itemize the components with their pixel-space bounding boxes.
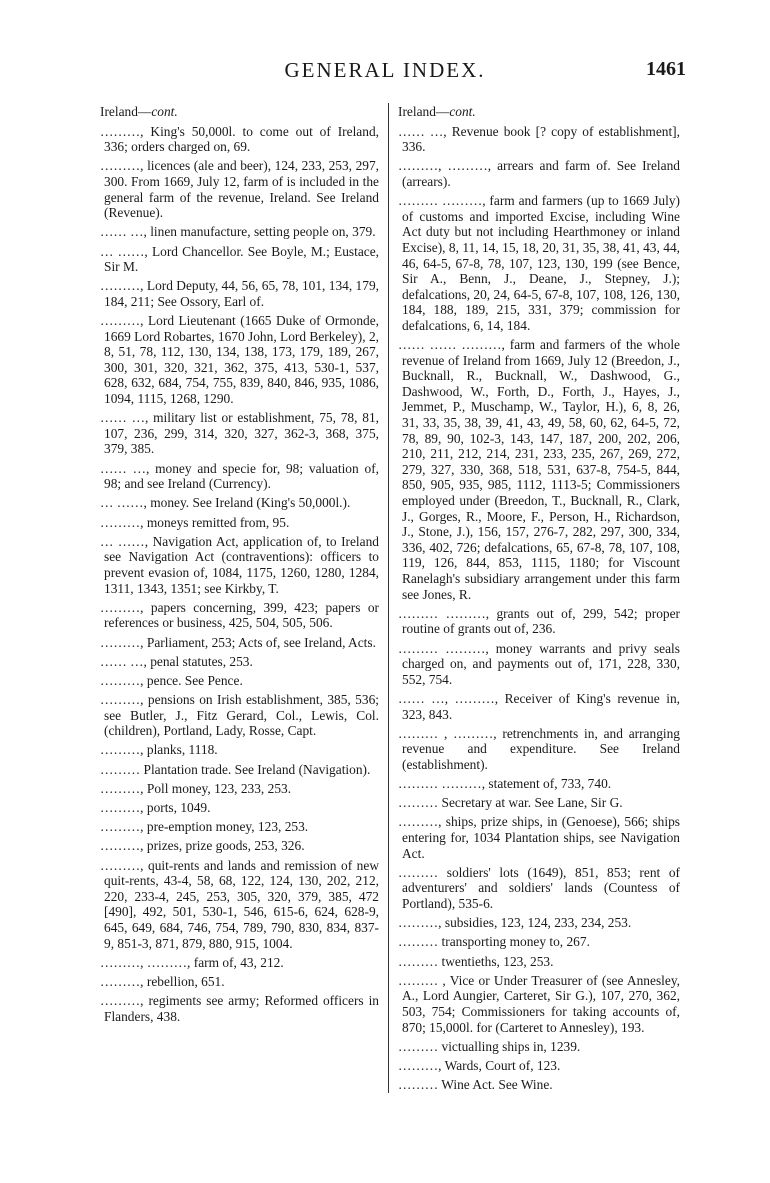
index-entry: ………, King's 50,000l. to come out of Ireland, 336; orders charged on, 69. <box>100 123 379 155</box>
index-entry: … ……, Navigation Act, application of, to Ireland see Navigation Act (contraventions): officers to prevent evasion of, 1084, 1175, 1260, 1280, 1284, 1311, 1343, 1351; see Kirkby, T. <box>100 533 379 596</box>
heading-cont: cont. <box>151 104 178 119</box>
index-entry: ………, Poll money, 123, 233, 253. <box>100 780 292 796</box>
index-entry: ……… , Vice or Under Treasurer of (see Annesley, A., Lord Aungier, Carteret, Sir G.), 107, 270, 362, 503, 754; Commissioners for taking accounts of, 870; 15,000l. for (Carteret to Annesley), 193. <box>398 972 680 1035</box>
index-entry: ………, ………, arrears and farm of. See Ireland (arrears). <box>398 158 680 189</box>
index-entry: ………, ………, farm of, 43, 212. <box>100 954 284 970</box>
index-entry: ………, licences (ale and beer), 124, 233, 253, 297, 300. From 1669, July 12, farm of is included in the general farm of the revenue, Ireland. See Ireland (Revenue). <box>100 158 379 221</box>
heading-cont: cont. <box>449 104 476 119</box>
index-entry: ………, moneys remitted from, 95. <box>100 514 290 530</box>
index-entry: ………, ships, prize ships, in (Genoese), 566; ships entering for, 1034 Plantation ships, see Navigation Act. <box>398 814 680 861</box>
heading-main: Ireland— <box>100 104 152 119</box>
index-entry: ……… ………, statement of, 733, 740. <box>398 776 612 792</box>
index-entry: ………, Lord Lieutenant (1665 Duke of Ormonde, 1669 Lord Robartes, 1670 John, Lord Berkeley), 2, 8, 51, 78, 112, 130, 134, 138, 173, 179, 189, 267, 300, 301, 320, 321, 362, 375, 413, 530-1, 537, 628, 632, 684, 754, 755, 839, 840, 846, 935, 1086, 1094, 1115, 1268, 1290. <box>100 313 379 407</box>
index-entry: ………, regiments see army; Reformed officers in Flanders, 438. <box>100 993 379 1024</box>
index-entry: ……… , ………, retrenchments in, and arranging revenue and expenditure. See Ireland (establishment). <box>398 725 680 772</box>
index-entry: ………, Wards, Court of, 123. <box>398 1057 561 1073</box>
page-title: GENERAL INDEX. <box>284 58 486 82</box>
index-entry: ………, prizes, prize goods, 253, 326. <box>100 838 305 854</box>
index-entry: ……… Plantation trade. See Ireland (Navigation). <box>100 761 371 777</box>
index-entry: ………, planks, 1118. <box>100 742 218 758</box>
index-entry: …… …, Revenue book [? copy of establishment], 336. <box>398 123 680 155</box>
index-entry: ……… Secretary at war. See Lane, Sir G. <box>398 795 623 811</box>
index-entry: ……… victualling ships in, 1239. <box>398 1038 581 1054</box>
index-entry: …… …, ………, Receiver of King's revenue in, 323, 843. <box>398 690 680 722</box>
column-divider <box>388 103 389 1093</box>
heading-main: Ireland— <box>398 104 450 119</box>
index-entry: …… …, linen manufacture, setting people on, 379. <box>100 224 376 240</box>
index-entry: ………, pensions on Irish establishment, 385, 536; see Butler, J., Fitz Gerard, Col., Lewis, Col. (children), Portland, Lady, Rosse, Capt. <box>100 692 379 739</box>
index-entry: ………, Parliament, 253; Acts of, see Ireland, Acts. <box>100 634 376 650</box>
index-entry: ……… soldiers' lots (1649), 851, 853; rent of adventurers' and soldiers' lands (Countess of Portland), 535-6. <box>398 864 680 912</box>
index-entry: … ……, money. See Ireland (King's 50,000l.). <box>100 495 351 511</box>
index-entry: ……… ………, money warrants and privy seals charged on, and payments out of, 171, 228, 330, 552, 754. <box>398 640 680 687</box>
index-entry: ……… Wine Act. See Wine. <box>398 1077 553 1093</box>
index-entry: ………, pre-emption money, 123, 253. <box>100 819 309 835</box>
index-entry: ……… transporting money to, 267. <box>398 934 590 950</box>
index-entry: ………, pence. See Pence. <box>100 672 243 688</box>
index-entry: …… …… ………, farm and farmers of the whole revenue of Ireland from 1669, July 12 (Breedon, J., Bucknall, R., Bucknall, W., Dashwood, G., Dashwood, W., Forth, D., Forth, J., Hayes, J., Jemmet, P., Muschamp, W., Taylor, H.), 6, 8, 26, 31, 33, 35, 38, 39, 41, 43, 49, 58, 60, 62, 64-5, 72, 78, 89, 90, 102-3, 143, 147, 187, 200, 202, 206, 210, 211, 212, 214, 231, 233, 235, 267, 269, 272, 279, 327, 330, 368, 518, 531, 637-8, 754-5, 844, 850, 905, 935, 985, 1112, 1113-5; Commissioners employed under (Breedon, T., Bucknall, R., Clark, J., Gorges, R., Moore, F., Person, H., Richardson, J., Stone, J.), 156, 157, 276-7, 282, 297, 300, 334, 336, 402, 726; defalcations, 65, 67-8, 78, 107, 108, 119, 126, 844, 853, 1115, 1180; for Viscount Ranelagh's subsidiary arrangement under this farm see Jones, R. <box>398 337 680 602</box>
index-entry: ……… ………, grants out of, 299, 542; proper routine of grants out of, 236. <box>398 605 680 637</box>
index-entry: …… …, money and specie for, 98; valuation of, 98; and see Ireland (Currency). <box>100 460 379 492</box>
left-column <box>100 104 379 1028</box>
page-header <box>0 58 770 88</box>
index-entry: ………, Lord Deputy, 44, 56, 65, 78, 101, 134, 179, 184, 211; See Ossory, Earl of. <box>100 278 379 309</box>
index-entry: ………, rebellion, 651. <box>100 973 225 989</box>
index-entry: ………, ports, 1049. <box>100 800 211 816</box>
index-entry: ……… ………, farm and farmers (up to 1669 July) of customs and imported Excise, including Wine Act duty but not including Hearthmoney or inland Excise), 8, 11, 14, 15, 18, 20, 31, 35, 38, 41, 43, 44, 46, 64-5, 67-8, 78, 107, 123, 130, 199 (see Bence, Sir A., Benn, J., Deane, J., Stepney, J.); defalcations, 20, 24, 64-5, 67-8, 107, 108, 126, 130, 184, 188, 189, 215, 331, 379; commission for defalcations, 6, 14, 184. <box>398 193 680 333</box>
index-entry: …… …, penal statutes, 253. <box>100 653 253 669</box>
right-column <box>398 104 680 1096</box>
index-entry: ………, papers concerning, 399, 423; papers or references or business, 425, 504, 505, 506. <box>100 599 379 631</box>
column-heading <box>100 104 379 120</box>
page-number: 1461 <box>646 58 686 80</box>
index-entry: ………, subsidies, 123, 124, 233, 234, 253. <box>398 915 632 931</box>
index-entry: ………, quit-rents and lands and remission of new quit-rents, 43-4, 58, 68, 122, 124, 130, 202, 212, 220, 233-4, 245, 253, 305, 320, 379, 385, 472 [490], 492, 501, 530-1, 546, 615-6, 624, 628-9, 645, 649, 684, 746, 754, 789, 790, 830, 834, 837-9, 851-3, 871, 879, 880, 915, 1004. <box>100 857 379 951</box>
index-entry: … ……, Lord Chancellor. See Boyle, M.; Eustace, Sir M. <box>100 243 379 275</box>
index-entry: ……… twentieths, 123, 253. <box>398 953 554 969</box>
column-heading <box>398 104 680 120</box>
index-entry: …… …, military list or establishment, 75, 78, 81, 107, 236, 299, 314, 320, 327, 362-3, 368, 375, 379, 385. <box>100 410 379 457</box>
